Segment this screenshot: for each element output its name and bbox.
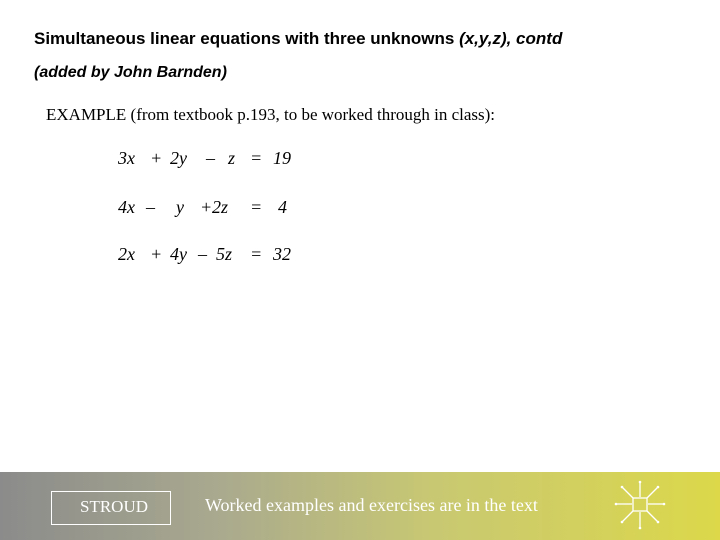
eq1-term-3: z — [228, 148, 236, 168]
footer-note: Worked examples and exercises are in the text — [205, 495, 538, 515]
eq2-term-1: 4x — [118, 197, 135, 217]
brand-label: STROUD — [80, 497, 149, 516]
equation-2 — [118, 197, 287, 219]
eq3-op-1: + — [150, 244, 163, 264]
footer-bar — [0, 472, 720, 540]
eq2-term-2: y — [176, 197, 184, 217]
example-heading: EXAMPLE (from textbook p.193, to be worked through in class): — [46, 105, 496, 124]
eq3-term-3: 5z — [216, 244, 233, 264]
eq1-rhs: 19 — [273, 148, 291, 168]
eq1-term-1: 3x — [118, 148, 135, 168]
eq3-rhs: 32 — [273, 244, 291, 264]
eq2-op-2: + — [200, 197, 213, 217]
eq2-op-1: – — [146, 197, 155, 217]
eq1-term-2: 2y — [170, 148, 187, 168]
equation-3 — [118, 244, 291, 266]
eq2-rhs: 4 — [278, 197, 287, 217]
eq1-equals: = — [250, 148, 263, 168]
equation-1 — [118, 148, 291, 170]
title-italic-text: (x,y,z), contd — [459, 29, 563, 48]
eq3-equals: = — [250, 244, 263, 264]
eq3-term-1: 2x — [118, 244, 135, 264]
slide-title — [34, 29, 704, 49]
compass-star-icon — [614, 480, 666, 530]
eq2-equals: = — [250, 197, 263, 217]
eq2-term-3: 2z — [212, 197, 229, 217]
brand-box — [51, 491, 171, 525]
eq1-op-2: – — [206, 148, 215, 168]
title-main-text: Simultaneous linear equations with three unknowns — [34, 29, 460, 48]
slide-subtitle: (added by John Barnden) — [34, 64, 227, 81]
eq3-op-2: – — [198, 244, 207, 264]
eq3-term-2: 4y — [170, 244, 187, 264]
eq1-op-1: + — [150, 148, 163, 168]
